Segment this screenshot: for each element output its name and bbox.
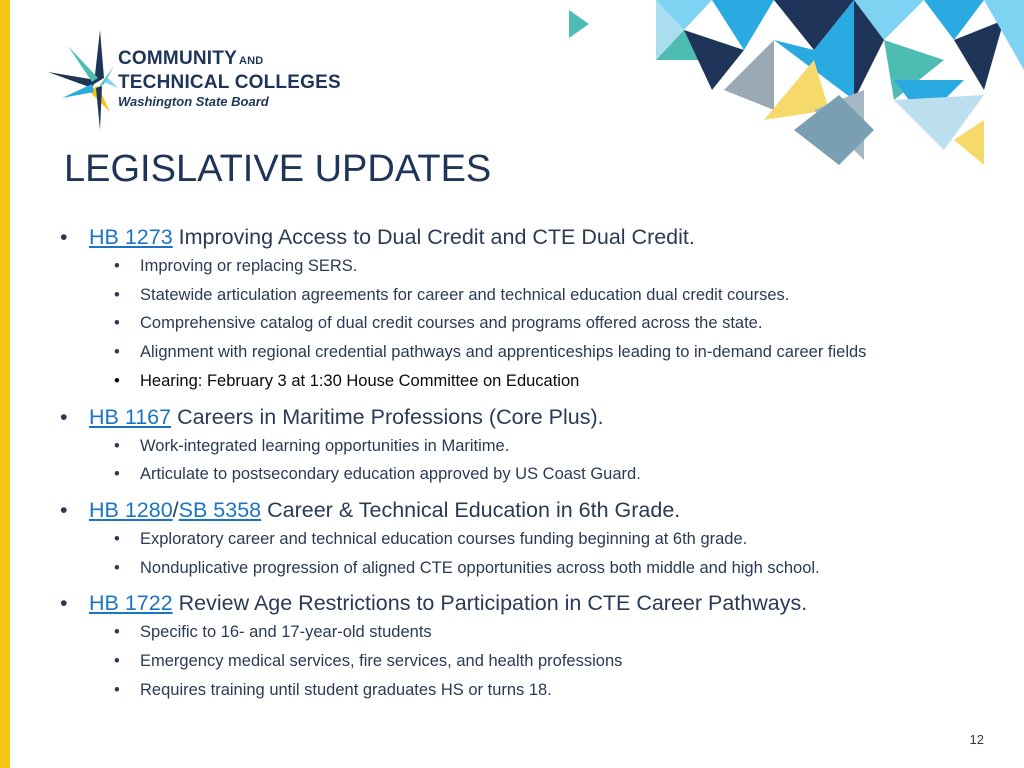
bill-heading — [60, 222, 1010, 252]
detail-item: • Requires training until student graduates HS or turns 18. — [60, 676, 1010, 705]
detail-item: • Improving or replacing SERS. — [60, 252, 1010, 281]
bullet: • — [114, 652, 120, 671]
bullet: • — [60, 225, 68, 249]
detail-item: • Work-integrated learning opportunities in Maritime. — [60, 432, 1010, 461]
bill-item-hb1280-sb5358 — [60, 495, 1010, 582]
detail-item: • Specific to 16- and 17-year-old students — [60, 618, 1010, 647]
bill-description: Improving Access to Dual Credit and CTE Dual Credit. — [178, 225, 695, 249]
bullet: • — [114, 558, 120, 577]
bullet: • — [114, 314, 120, 333]
bullet: • — [114, 623, 120, 642]
bill-item-hb1722 — [60, 588, 1010, 704]
detail-item: • Alignment with regional credential pathways and apprenticeships leading to in-demand career fields — [60, 338, 1010, 367]
detail-item: • Statewide articulation agreements for career and technical education dual credit courses. — [60, 281, 1010, 310]
bill-description: Careers in Maritime Professions (Core Plus). — [177, 404, 604, 429]
bill-heading — [60, 495, 1010, 525]
bullet: • — [114, 257, 120, 275]
detail-item: • Exploratory career and technical education courses funding beginning at 6th grade. — [60, 525, 1010, 554]
bill-link-hb1280[interactable]: HB 1280 — [89, 497, 173, 522]
logo-subtitle: Washington State Board — [118, 94, 269, 109]
bill-item-hb1273 — [60, 222, 1010, 396]
decorative-triangles-graphic — [564, 0, 1024, 170]
bill-heading — [60, 588, 1010, 618]
logo — [48, 26, 348, 136]
hearing-detail: • Hearing: February 3 at 1:30 House Committee on Education — [60, 367, 1010, 396]
bill-description: Review Age Restrictions to Participation in CTE Career Pathways. — [178, 591, 808, 616]
page-number: 12 — [969, 732, 984, 747]
bullet: • — [114, 343, 120, 362]
logo-name-line1 — [118, 48, 341, 72]
bullet: • — [114, 436, 120, 455]
detail-item: • Comprehensive catalog of dual credit courses and programs offered across the state. — [60, 309, 1010, 338]
bill-description: Career & Technical Education in 6th Grade. — [267, 497, 681, 522]
slide-title: LEGISLATIVE UPDATES — [64, 148, 492, 190]
bullet: • — [114, 371, 120, 390]
bill-details — [60, 525, 1010, 582]
bullet: • — [60, 591, 68, 616]
bill-link-hb1273[interactable]: HB 1273 — [89, 225, 173, 249]
bullet: • — [60, 404, 68, 429]
left-accent-bar — [0, 0, 10, 768]
bill-heading — [60, 402, 1010, 432]
logo-community-text: COMMUNITY — [118, 48, 237, 69]
bullet: • — [114, 285, 120, 304]
bill-details — [60, 432, 1010, 489]
detail-item: • Emergency medical services, fire services, and health professions — [60, 647, 1010, 676]
bill-list — [60, 222, 1010, 704]
bill-details — [60, 618, 1010, 704]
link-separator: / — [172, 497, 179, 522]
logo-name-line2: TECHNICAL COLLEGES — [118, 72, 341, 93]
bill-details — [60, 252, 1010, 396]
bill-item-hb1167 — [60, 402, 1010, 489]
starburst-logo-icon — [48, 26, 118, 136]
detail-item: • Nonduplicative progression of aligned CTE opportunities across both middle and high school. — [60, 554, 1010, 583]
bullet: • — [114, 465, 120, 484]
detail-item: • Articulate to postsecondary education approved by US Coast Guard. — [60, 460, 1010, 489]
bullet: • — [114, 680, 120, 699]
logo-and-text: AND — [238, 55, 264, 67]
bill-link-sb5358[interactable]: SB 5358 — [178, 497, 262, 522]
bill-link-hb1167[interactable]: HB 1167 — [89, 404, 172, 429]
bullet: • — [60, 497, 68, 522]
bullet: • — [114, 529, 120, 548]
bill-link-hb1722[interactable]: HB 1722 — [89, 591, 173, 616]
